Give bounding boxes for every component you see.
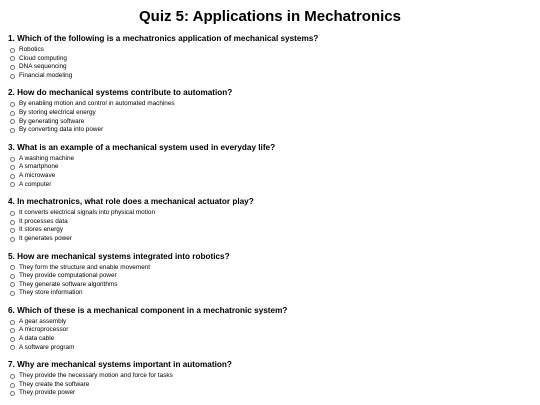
question-5 bbox=[8, 251, 528, 298]
radio-button[interactable] bbox=[10, 48, 15, 53]
option-label: It generates power bbox=[19, 234, 72, 242]
option-label: They provide the necessary motion and force for tasks bbox=[19, 372, 173, 380]
answer-option[interactable] bbox=[10, 289, 528, 298]
radio-button[interactable] bbox=[10, 128, 15, 133]
option-label: It processes data bbox=[19, 217, 68, 225]
answer-option[interactable] bbox=[10, 118, 528, 127]
radio-button[interactable] bbox=[10, 211, 15, 216]
radio-button[interactable] bbox=[10, 374, 15, 379]
radio-button[interactable] bbox=[10, 111, 15, 116]
radio-button[interactable] bbox=[10, 237, 15, 242]
option-label: They generate software algorithms bbox=[19, 280, 118, 288]
page-title: Quiz 5: Applications in Mechatronics bbox=[139, 8, 401, 25]
answer-option[interactable] bbox=[10, 163, 528, 172]
option-label: Cloud computing bbox=[19, 54, 67, 62]
question-7 bbox=[8, 359, 528, 398]
answer-option[interactable] bbox=[10, 218, 528, 227]
question-list bbox=[8, 33, 528, 405]
answer-option[interactable] bbox=[10, 381, 528, 390]
answer-option[interactable] bbox=[10, 272, 528, 281]
answer-option[interactable] bbox=[10, 372, 528, 381]
answer-option[interactable] bbox=[10, 72, 528, 81]
answer-option[interactable] bbox=[10, 63, 528, 72]
radio-button[interactable] bbox=[10, 182, 15, 187]
option-list bbox=[8, 318, 528, 352]
question-text: 1. Which of the following is a mechatronics application of mechanical systems? bbox=[8, 34, 319, 43]
answer-option[interactable] bbox=[10, 281, 528, 290]
question-1 bbox=[8, 33, 528, 80]
option-label: They provide computational power bbox=[19, 272, 117, 280]
question-text: 7. Why are mechanical systems important in automation? bbox=[8, 360, 232, 370]
radio-button[interactable] bbox=[10, 328, 15, 333]
radio-button[interactable] bbox=[10, 265, 15, 270]
answer-option[interactable] bbox=[10, 109, 528, 118]
option-list bbox=[8, 100, 528, 134]
option-list bbox=[8, 209, 528, 243]
option-label: A washing machine bbox=[19, 154, 75, 162]
radio-button[interactable] bbox=[10, 320, 15, 325]
option-label: A microwave bbox=[19, 171, 56, 179]
answer-option[interactable] bbox=[10, 335, 528, 344]
option-label: They store information bbox=[19, 289, 83, 297]
radio-button[interactable] bbox=[10, 119, 15, 124]
radio-button[interactable] bbox=[10, 157, 15, 162]
radio-button[interactable] bbox=[10, 274, 15, 279]
radio-button[interactable] bbox=[10, 345, 15, 350]
answer-option[interactable] bbox=[10, 344, 528, 353]
option-label: DNA sequencing bbox=[19, 63, 67, 71]
option-label: A gear assembly bbox=[19, 317, 67, 325]
answer-option[interactable] bbox=[10, 181, 528, 190]
radio-button[interactable] bbox=[10, 174, 15, 179]
option-label: A software program bbox=[19, 343, 75, 351]
option-label: By converting data into power bbox=[19, 126, 104, 134]
option-list bbox=[8, 46, 528, 80]
radio-button[interactable] bbox=[10, 165, 15, 170]
question-text: 3. What is an example of a mechanical system used in everyday life? bbox=[8, 142, 276, 152]
option-label: They provide power bbox=[19, 389, 76, 397]
question-2 bbox=[8, 87, 528, 134]
radio-button[interactable] bbox=[10, 220, 15, 225]
answer-option[interactable] bbox=[10, 155, 528, 164]
option-label: It converts electrical signals into physical motion bbox=[19, 209, 156, 217]
radio-button[interactable] bbox=[10, 383, 15, 388]
option-label: Financial modeling bbox=[19, 71, 73, 79]
question-4 bbox=[8, 196, 528, 243]
answer-option[interactable] bbox=[10, 46, 528, 55]
radio-button[interactable] bbox=[10, 391, 15, 396]
option-label: A smartphone bbox=[19, 163, 59, 171]
option-label: By generating software bbox=[19, 117, 85, 125]
option-label: A computer bbox=[19, 180, 52, 188]
option-label: Robotics bbox=[19, 46, 44, 53]
radio-button[interactable] bbox=[10, 291, 15, 296]
answer-option[interactable] bbox=[10, 326, 528, 335]
answer-option[interactable] bbox=[10, 100, 528, 109]
option-label: A data cable bbox=[19, 335, 55, 343]
question-text: 4. In mechatronics, what role does a mechanical actuator play? bbox=[8, 197, 254, 207]
radio-button[interactable] bbox=[10, 56, 15, 61]
question-text: 5. How are mechanical systems integrated into robotics? bbox=[8, 251, 230, 261]
answer-option[interactable] bbox=[10, 209, 528, 218]
option-label: By storing electrical energy bbox=[19, 108, 96, 116]
option-label: They create the software bbox=[19, 380, 90, 388]
answer-option[interactable] bbox=[10, 235, 528, 244]
answer-option[interactable] bbox=[10, 172, 528, 181]
radio-button[interactable] bbox=[10, 74, 15, 79]
option-list bbox=[8, 155, 528, 189]
answer-option[interactable] bbox=[10, 55, 528, 64]
radio-button[interactable] bbox=[10, 65, 15, 70]
radio-button[interactable] bbox=[10, 228, 15, 233]
radio-button[interactable] bbox=[10, 102, 15, 107]
radio-button[interactable] bbox=[10, 282, 15, 287]
question-3 bbox=[8, 142, 528, 189]
answer-option[interactable] bbox=[10, 318, 528, 327]
answer-option[interactable] bbox=[10, 126, 528, 135]
radio-button[interactable] bbox=[10, 337, 15, 342]
answer-option[interactable] bbox=[10, 264, 528, 273]
question-text: 6. Which of these is a mechanical component in a mechatronic system? bbox=[8, 305, 288, 315]
answer-option[interactable] bbox=[10, 226, 528, 235]
option-label: They form the structure and enable movement bbox=[19, 263, 151, 271]
option-label: It stores energy bbox=[19, 226, 64, 234]
option-label: A microprocessor bbox=[19, 326, 69, 334]
option-label: By enabling motion and control in automated machines bbox=[19, 100, 175, 108]
question-6 bbox=[8, 305, 528, 352]
option-list bbox=[8, 264, 528, 298]
answer-option[interactable] bbox=[10, 389, 528, 398]
option-list bbox=[8, 372, 528, 398]
question-text: 2. How do mechanical systems contribute to automation? bbox=[8, 88, 233, 98]
